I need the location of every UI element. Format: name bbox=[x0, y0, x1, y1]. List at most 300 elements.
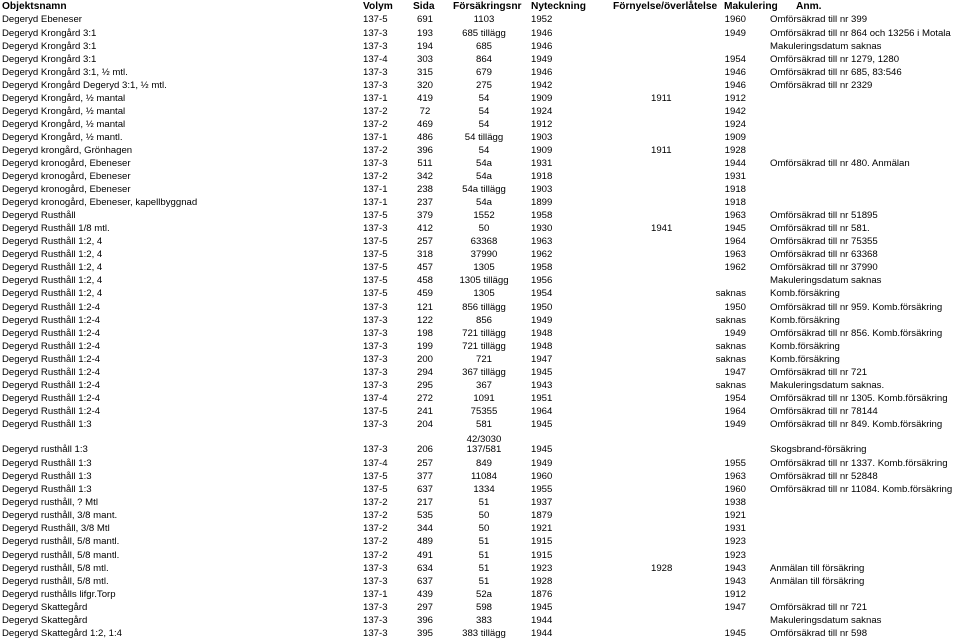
cell-volym: 137-5 bbox=[363, 236, 388, 248]
cell-nyteckning: 1945 bbox=[531, 366, 553, 378]
table-row bbox=[0, 340, 960, 353]
cell-forsakringsnr: 1305 bbox=[473, 262, 495, 274]
cell-volym: 137-3 bbox=[363, 340, 388, 352]
table-row bbox=[0, 483, 960, 496]
cell-sida: 396 bbox=[416, 614, 433, 626]
cell-forsakringsnr: 383 bbox=[475, 614, 492, 626]
cell-nyteckning: 1937 bbox=[531, 497, 553, 509]
cell-forsakringsnr: 685 bbox=[475, 40, 492, 52]
cell-forsakringsnr: 1305 tillägg bbox=[459, 275, 509, 287]
cell-makulering: 1946 bbox=[724, 66, 746, 78]
cell-volym: 137-2 bbox=[363, 171, 388, 182]
cell-makulering: 1963 bbox=[724, 249, 746, 261]
cell-forsakringsnr: 54a bbox=[475, 197, 492, 209]
cell-anm: Makuleringsdatum saknas bbox=[770, 40, 882, 52]
cell-makulering: 1912 bbox=[724, 92, 746, 104]
table-row bbox=[0, 353, 960, 366]
table-row bbox=[0, 131, 960, 144]
cell-objektsnamn: Degeryd Krongård 3:1 bbox=[2, 27, 97, 39]
table-row bbox=[0, 443, 960, 456]
cell-forsakringsnr: 50 bbox=[478, 523, 490, 535]
cell-volym: 137-5 bbox=[363, 405, 388, 417]
cell-nyteckning: 1903 bbox=[531, 131, 553, 143]
header-makulering: Makulering bbox=[724, 1, 778, 12]
cell-volym: 137-2 bbox=[363, 105, 388, 117]
cell-nyteckning: 1960 bbox=[531, 471, 553, 483]
table-row bbox=[0, 261, 960, 274]
table-row bbox=[0, 53, 960, 66]
cell-makulering: 1931 bbox=[724, 171, 746, 182]
cell-nyteckning: 1928 bbox=[531, 575, 553, 587]
cell-sida: 634 bbox=[416, 562, 433, 574]
cell-nyteckning: 1951 bbox=[531, 392, 553, 404]
cell-makulering bbox=[706, 40, 746, 53]
cell-nyteckning: 1945 bbox=[531, 601, 553, 613]
cell-forsakringsnr: 849 bbox=[475, 458, 492, 470]
cell-forsakringsnr: 383 tillägg bbox=[462, 627, 506, 639]
cell-objektsnamn: Degeryd Rusthåll 1:2-4 bbox=[2, 353, 101, 365]
cell-objektsnamn: Degeryd Rusthåll 1:2-4 bbox=[2, 301, 101, 313]
cell-sida: 206 bbox=[416, 444, 433, 456]
cell-objektsnamn: Degeryd rusthåll 1:3 bbox=[2, 444, 88, 456]
cell-makulering: 1918 bbox=[724, 197, 746, 209]
table-row bbox=[0, 327, 960, 340]
cell-fornyelse: 1911 bbox=[651, 92, 672, 104]
cell-objektsnamn: Degeryd kronogård, Ebeneser bbox=[2, 158, 131, 169]
table-row bbox=[0, 40, 960, 53]
cell-anm: Omförsäkrad till nr 480. Anmälan bbox=[770, 158, 910, 169]
cell-forsakringsnr: 367 tillägg bbox=[462, 366, 506, 378]
table-row bbox=[0, 314, 960, 327]
cell-nyteckning: 1958 bbox=[531, 210, 553, 222]
cell-volym: 137-5 bbox=[363, 210, 388, 222]
cell-anm: Omförsäkrad till nr 598 bbox=[770, 627, 868, 639]
cell-forsakringsnr: 367 bbox=[475, 379, 492, 391]
cell-volym: 137-3 bbox=[363, 158, 388, 169]
cell-nyteckning: 1876 bbox=[531, 588, 553, 600]
cell-volym: 137-5 bbox=[363, 484, 388, 496]
cell-objektsnamn: Degeryd Skattegård bbox=[2, 601, 88, 613]
cell-anm: Komb.försäkring bbox=[770, 314, 840, 326]
cell-sida: 217 bbox=[416, 497, 433, 509]
cell-volym: 137-3 bbox=[363, 418, 388, 430]
cell-forsakringsnr: 51 bbox=[478, 497, 490, 509]
cell-sida: 412 bbox=[416, 223, 433, 235]
cell-makulering: 1960 bbox=[724, 484, 746, 496]
cell-anm: Omförsäkrad till nr 63368 bbox=[770, 249, 878, 261]
cell-forsakringsnr: 137/581 bbox=[466, 444, 502, 456]
cell-volym: 137-5 bbox=[363, 249, 388, 261]
cell-nyteckning: 1918 bbox=[531, 171, 553, 182]
table-row bbox=[0, 235, 960, 248]
cell-anm: Omförsäkrad till nr 1337. Komb.försäkring bbox=[770, 458, 948, 470]
cell-volym: 137-3 bbox=[363, 223, 388, 235]
cell-volym: 137-3 bbox=[363, 27, 388, 39]
cell-sida: 121 bbox=[416, 301, 433, 313]
cell-anm: Omförsäkrad till nr 52848 bbox=[770, 471, 878, 483]
cell-sida: 511 bbox=[417, 158, 433, 169]
cell-volym: 137-3 bbox=[363, 562, 388, 574]
cell-makulering: 1945 bbox=[724, 223, 746, 235]
cell-makulering: saknas bbox=[715, 379, 746, 391]
header-objektsnamn: Objektsnamn bbox=[2, 1, 67, 12]
cell-nyteckning: 1909 bbox=[531, 92, 553, 104]
cell-anm: Anmälan till försäkring bbox=[770, 562, 865, 574]
cell-sida: 396 bbox=[416, 144, 433, 156]
cell-forsakringsnr: 51 bbox=[478, 549, 490, 561]
cell-makulering: 1955 bbox=[724, 458, 746, 470]
cell-makulering: 1944 bbox=[724, 158, 746, 169]
table-row bbox=[0, 79, 960, 92]
cell-objektsnamn: Degeryd Rusthåll bbox=[2, 210, 76, 222]
table-row bbox=[0, 13, 960, 26]
cell-forsakringsnr: 50 bbox=[478, 510, 490, 522]
table-row bbox=[0, 287, 960, 300]
cell-forsakringsnr: 54a tillägg bbox=[462, 184, 506, 196]
cell-objektsnamn: Degeryd Krongård, ½ mantl. bbox=[2, 131, 123, 143]
cell-anm: Anmälan till försäkring bbox=[770, 575, 865, 587]
cell-nyteckning: 1955 bbox=[531, 484, 553, 496]
cell-objektsnamn: Degeryd rusthåll, 5/8 mtl. bbox=[2, 562, 109, 574]
cell-volym: 137-1 bbox=[363, 131, 388, 143]
table-row bbox=[0, 614, 960, 627]
cell-volym: 137-4 bbox=[363, 458, 388, 470]
table-row bbox=[0, 366, 960, 379]
cell-makulering: 1963 bbox=[724, 471, 746, 483]
cell-anm: Omförsäkrad till nr 721 bbox=[770, 601, 868, 613]
cell-objektsnamn: Degeryd Krongård, ½ mantal bbox=[2, 92, 126, 104]
cell-anm: Skogsbrand-försäkring bbox=[770, 444, 867, 456]
cell-volym: 137-4 bbox=[363, 53, 388, 65]
header-sida: Sida bbox=[413, 1, 435, 12]
cell-sida: 295 bbox=[416, 379, 433, 391]
cell-nyteckning: 1949 bbox=[531, 314, 553, 326]
cell-sida: 637 bbox=[416, 484, 433, 496]
cell-volym: 137-3 bbox=[363, 353, 388, 365]
cell-forsakringsnr: 1103 bbox=[473, 14, 495, 26]
cell-objektsnamn: Degeryd Krongård 3:1, ½ mtl. bbox=[2, 66, 128, 78]
cell-anm: Omförsäkrad till nr 11084. Komb.försäkring bbox=[770, 484, 953, 496]
cell-volym: 137-3 bbox=[363, 79, 388, 91]
cell-volym: 137-2 bbox=[363, 510, 388, 522]
cell-forsakringsnr: 50 bbox=[478, 223, 490, 235]
cell-volym: 137-3 bbox=[363, 627, 388, 639]
table-row bbox=[0, 222, 960, 235]
cell-sida: 491 bbox=[416, 549, 433, 561]
cell-anm: Komb.försäkring bbox=[770, 353, 840, 365]
cell-makulering: 1931 bbox=[724, 523, 746, 535]
cell-objektsnamn: Degeryd Rusthåll 1:2-4 bbox=[2, 366, 101, 378]
cell-volym: 137-3 bbox=[363, 314, 388, 326]
cell-nyteckning: 1949 bbox=[531, 53, 553, 65]
cell-sida: 238 bbox=[416, 184, 433, 196]
cell-makulering: 1949 bbox=[724, 418, 746, 430]
cell-sida: 199 bbox=[416, 340, 433, 352]
cell-nyteckning: 1954 bbox=[531, 288, 553, 300]
cell-volym: 137-5 bbox=[363, 275, 388, 287]
cell-volym: 137-2 bbox=[363, 523, 388, 535]
cell-anm: Omförsäkrad till nr 1305. Komb.försäkring bbox=[770, 392, 948, 404]
cell-nyteckning: 1924 bbox=[531, 105, 553, 117]
cell-nyteckning: 1879 bbox=[531, 510, 553, 522]
cell-makulering: 1947 bbox=[724, 366, 746, 378]
cell-sida: 237 bbox=[416, 197, 433, 209]
table-row bbox=[0, 274, 960, 287]
cell-anm: Omförsäkrad till nr 75355 bbox=[770, 236, 878, 248]
cell-sida: 315 bbox=[416, 66, 433, 78]
cell-sida: 200 bbox=[416, 353, 433, 365]
cell-nyteckning: 1912 bbox=[531, 118, 553, 130]
cell-makulering: saknas bbox=[715, 340, 746, 352]
table-row bbox=[0, 535, 960, 548]
cell-objektsnamn: Degeryd rusthåll, 5/8 mantl. bbox=[2, 549, 120, 561]
cell-forsakringsnr: 721 tillägg bbox=[462, 340, 506, 352]
cell-nyteckning: 1909 bbox=[531, 144, 553, 156]
cell-anm: Makuleringsdatum saknas bbox=[770, 275, 882, 287]
cell-anm: Makuleringsdatum saknas. bbox=[770, 379, 885, 391]
cell-objektsnamn: Degeryd Krongård 3:1 bbox=[2, 40, 97, 52]
cell-makulering: 1912 bbox=[724, 588, 746, 600]
cell-objektsnamn: Degeryd Rusthåll 1:2, 4 bbox=[2, 249, 103, 261]
cell-volym: 137-3 bbox=[363, 379, 388, 391]
cell-forsakringsnr: 54a bbox=[475, 158, 492, 169]
cell-anm: Makuleringsdatum saknas bbox=[770, 614, 882, 626]
cell-forsakringsnr: 1334 bbox=[473, 484, 495, 496]
table-row bbox=[0, 575, 960, 588]
cell-sida: 459 bbox=[416, 288, 433, 300]
cell-objektsnamn: Degeryd Ebeneser bbox=[2, 14, 82, 26]
cell-volym: 137-1 bbox=[363, 197, 388, 209]
cell-forsakringsnr: 1091 bbox=[473, 392, 495, 404]
header-anm: Anm. bbox=[796, 1, 822, 12]
cell-makulering: 1938 bbox=[724, 497, 746, 509]
cell-anm: Omförsäkrad till nr 849. Komb.försäkring bbox=[770, 418, 943, 430]
cell-nyteckning: 1962 bbox=[531, 249, 553, 261]
cell-anm: Komb.försäkring bbox=[770, 340, 840, 352]
cell-nyteckning: 1944 bbox=[531, 614, 553, 626]
cell-makulering: 1943 bbox=[724, 562, 746, 574]
cell-sida: 272 bbox=[416, 392, 433, 404]
cell-makulering: 1918 bbox=[724, 184, 746, 196]
cell-volym: 137-3 bbox=[363, 366, 388, 378]
cell-nyteckning: 1963 bbox=[531, 236, 553, 248]
cell-volym: 137-3 bbox=[363, 575, 388, 587]
table-row bbox=[0, 457, 960, 470]
cell-forsakringsnr: 11084 bbox=[471, 471, 497, 483]
cell-anm: Omförsäkrad till nr 2329 bbox=[770, 79, 873, 91]
table-row bbox=[0, 248, 960, 261]
cell-volym: 137-3 bbox=[363, 614, 388, 626]
cell-makulering: saknas bbox=[715, 353, 746, 365]
table-row bbox=[0, 92, 960, 105]
cell-forsakringsnr: 75355 bbox=[470, 405, 498, 417]
cell-objektsnamn: Degeryd Krongård, ½ mantal bbox=[2, 118, 126, 130]
cell-objektsnamn: Degeryd Rusthåll 1:2-4 bbox=[2, 392, 101, 404]
cell-volym: 137-2 bbox=[363, 497, 388, 509]
cell-sida: 318 bbox=[416, 249, 433, 261]
cell-makulering: 1921 bbox=[724, 510, 746, 522]
cell-makulering: 1954 bbox=[724, 53, 746, 65]
cell-sida: 637 bbox=[416, 575, 433, 587]
cell-volym: 137-3 bbox=[363, 301, 388, 313]
table-row bbox=[0, 562, 960, 575]
cell-objektsnamn: Degeryd Rusthåll 1:2, 4 bbox=[2, 236, 103, 248]
cell-makulering: saknas bbox=[715, 288, 746, 300]
cell-sida: 439 bbox=[416, 588, 433, 600]
cell-makulering: 1960 bbox=[724, 14, 746, 26]
cell-makulering: 1923 bbox=[724, 549, 746, 561]
header-nyteckning: Nyteckning bbox=[531, 1, 586, 12]
cell-objektsnamn: Degeryd kronogård, Ebeneser, kapellbyggnad bbox=[2, 197, 198, 209]
cell-sida: 297 bbox=[416, 601, 433, 613]
cell-nyteckning: 1915 bbox=[531, 536, 553, 548]
cell-volym: 137-3 bbox=[363, 444, 388, 456]
cell-makulering: 1923 bbox=[724, 536, 746, 548]
table-row bbox=[0, 27, 960, 40]
cell-makulering: 1943 bbox=[724, 575, 746, 587]
cell-objektsnamn: Degeryd Rusthåll 1:3 bbox=[2, 458, 92, 470]
cell-objektsnamn: Degeryd Rusthåll 1:2-4 bbox=[2, 314, 101, 326]
cell-anm: Omförsäkrad till nr 721 bbox=[770, 366, 868, 378]
cell-makulering: 1942 bbox=[724, 105, 746, 117]
cell-forsakringsnr: 679 bbox=[475, 66, 492, 78]
cell-nyteckning: 1947 bbox=[531, 353, 553, 365]
cell-nyteckning: 1946 bbox=[531, 66, 553, 78]
cell-fornyelse: 1911 bbox=[651, 144, 672, 156]
table-row bbox=[0, 470, 960, 483]
cell-nyteckning: 1930 bbox=[531, 223, 553, 235]
table-row bbox=[0, 627, 960, 640]
table-row bbox=[0, 105, 960, 118]
cell-anm: Omförsäkrad till nr 78144 bbox=[770, 405, 878, 417]
cell-forsakringsnr: 51 bbox=[478, 575, 490, 587]
cell-makulering: 1928 bbox=[724, 144, 746, 156]
cell-forsakringsnr: 864 bbox=[475, 53, 492, 65]
cell-sida: 257 bbox=[416, 236, 433, 248]
cell-volym: 137-4 bbox=[363, 392, 388, 404]
cell-makulering: 1964 bbox=[724, 405, 746, 417]
cell-forsakringsnr: 685 tillägg bbox=[462, 27, 506, 39]
cell-nyteckning: 1923 bbox=[531, 562, 553, 574]
cell-objektsnamn: Degeryd Krongård, ½ mantal bbox=[2, 105, 126, 117]
cell-nyteckning: 1945 bbox=[531, 444, 553, 456]
cell-objektsnamn: Degeryd Skattegård bbox=[2, 614, 88, 626]
cell-fornyelse: 1928 bbox=[651, 562, 673, 574]
cell-nyteckning: 1945 bbox=[531, 418, 553, 430]
cell-makulering: 1909 bbox=[724, 131, 746, 143]
cell-volym: 137-5 bbox=[363, 471, 388, 483]
cell-sida: 72 bbox=[419, 105, 431, 117]
cell-nyteckning: 1950 bbox=[531, 301, 553, 313]
cell-sida: 294 bbox=[416, 366, 433, 378]
cell-forsakringsnr: 54 tillägg bbox=[464, 131, 504, 143]
table-row bbox=[0, 118, 960, 131]
cell-sida: 458 bbox=[416, 275, 433, 287]
table-row bbox=[0, 549, 960, 562]
cell-nyteckning: 1958 bbox=[531, 262, 553, 274]
cell-nyteckning: 1921 bbox=[531, 523, 553, 535]
table-row bbox=[0, 601, 960, 614]
cell-volym: 137-5 bbox=[363, 262, 388, 274]
cell-forsakringsnr: 581 bbox=[475, 418, 492, 430]
cell-objektsnamn: Degeryd Rusthåll 1:2, 4 bbox=[2, 288, 103, 300]
cell-nyteckning: 1946 bbox=[531, 27, 553, 39]
cell-sida: 320 bbox=[416, 79, 433, 91]
table-row bbox=[0, 379, 960, 392]
cell-makulering: 1954 bbox=[724, 392, 746, 404]
cell-anm: Komb.försäkring bbox=[770, 288, 840, 300]
cell-sida: 489 bbox=[416, 536, 433, 548]
cell-anm: Omförsäkrad till nr 37990 bbox=[770, 262, 878, 274]
cell-forsakringsnr: 856 bbox=[475, 314, 492, 326]
cell-sida: 193 bbox=[416, 27, 433, 39]
cell-sida: 303 bbox=[416, 53, 433, 65]
cell-makulering: 1949 bbox=[724, 27, 746, 39]
cell-sida: 344 bbox=[416, 523, 433, 535]
cell-objektsnamn: Degeryd Rusthåll 1:2, 4 bbox=[2, 262, 103, 274]
cell-sida: 204 bbox=[416, 418, 433, 430]
cell-forsakringsnr: 721 bbox=[475, 353, 492, 365]
cell-forsakringsnr: 721 tillägg bbox=[462, 327, 506, 339]
cell-sida: 535 bbox=[416, 510, 433, 522]
cell-anm: Omförsäkrad till nr 51895 bbox=[770, 210, 878, 222]
cell-forsakringsnr: 51 bbox=[478, 536, 490, 548]
cell-objektsnamn: Degeryd Krongård 3:1 bbox=[2, 53, 97, 65]
cell-sida: 457 bbox=[416, 262, 433, 274]
cell-nyteckning: 1944 bbox=[531, 627, 553, 639]
cell-makulering bbox=[706, 443, 746, 456]
cell-objektsnamn: Degeryd Skattegård 1:2, 1:4 bbox=[2, 627, 122, 639]
cell-nyteckning: 1949 bbox=[531, 458, 553, 470]
cell-forsakringsnr: 1305 bbox=[473, 288, 495, 300]
cell-makulering: 1924 bbox=[724, 118, 746, 130]
table-row bbox=[0, 209, 960, 222]
table-row bbox=[0, 66, 960, 79]
cell-forsakringsnr: 1552 bbox=[473, 210, 495, 222]
cell-objektsnamn: Degeryd Rusthåll 1:2-4 bbox=[2, 340, 101, 352]
cell-nyteckning: 1948 bbox=[531, 327, 553, 339]
table-row bbox=[0, 170, 960, 183]
cell-makulering: 1962 bbox=[724, 262, 746, 274]
cell-makulering: saknas bbox=[715, 314, 746, 326]
cell-nyteckning: 1952 bbox=[531, 14, 553, 26]
cell-nyteckning: 1943 bbox=[531, 379, 553, 391]
cell-volym: 137-2 bbox=[363, 536, 388, 548]
header-volym: Volym bbox=[363, 1, 393, 12]
cell-sida: 194 bbox=[416, 40, 433, 52]
cell-volym: 137-2 bbox=[363, 549, 388, 561]
table-row bbox=[0, 144, 960, 157]
cell-sida: 395 bbox=[416, 627, 433, 639]
cell-forsakringsnr: 51 bbox=[478, 562, 490, 574]
cell-nyteckning: 1956 bbox=[531, 275, 553, 287]
cell-volym: 137-3 bbox=[363, 327, 388, 339]
cell-anm: Omförsäkrad till nr 399 bbox=[770, 14, 868, 26]
cell-volym: 137-2 bbox=[363, 144, 388, 156]
table-row bbox=[0, 509, 960, 522]
cell-volym: 137-3 bbox=[363, 40, 388, 52]
cell-objektsnamn: Degeryd Rusthåll 1:3 bbox=[2, 484, 92, 496]
cell-sida: 257 bbox=[416, 458, 433, 470]
cell-sida: 469 bbox=[416, 118, 433, 130]
cell-sida: 379 bbox=[416, 210, 433, 222]
cell-nyteckning: 1964 bbox=[531, 405, 553, 417]
cell-anm: Omförsäkrad till nr 856. Komb.försäkring bbox=[770, 327, 943, 339]
cell-makulering: 1963 bbox=[724, 210, 746, 222]
cell-makulering bbox=[706, 274, 746, 287]
cell-nyteckning: 1931 bbox=[531, 158, 553, 169]
header-fornyelse: Förnyelse/överlåtelse bbox=[613, 1, 718, 12]
